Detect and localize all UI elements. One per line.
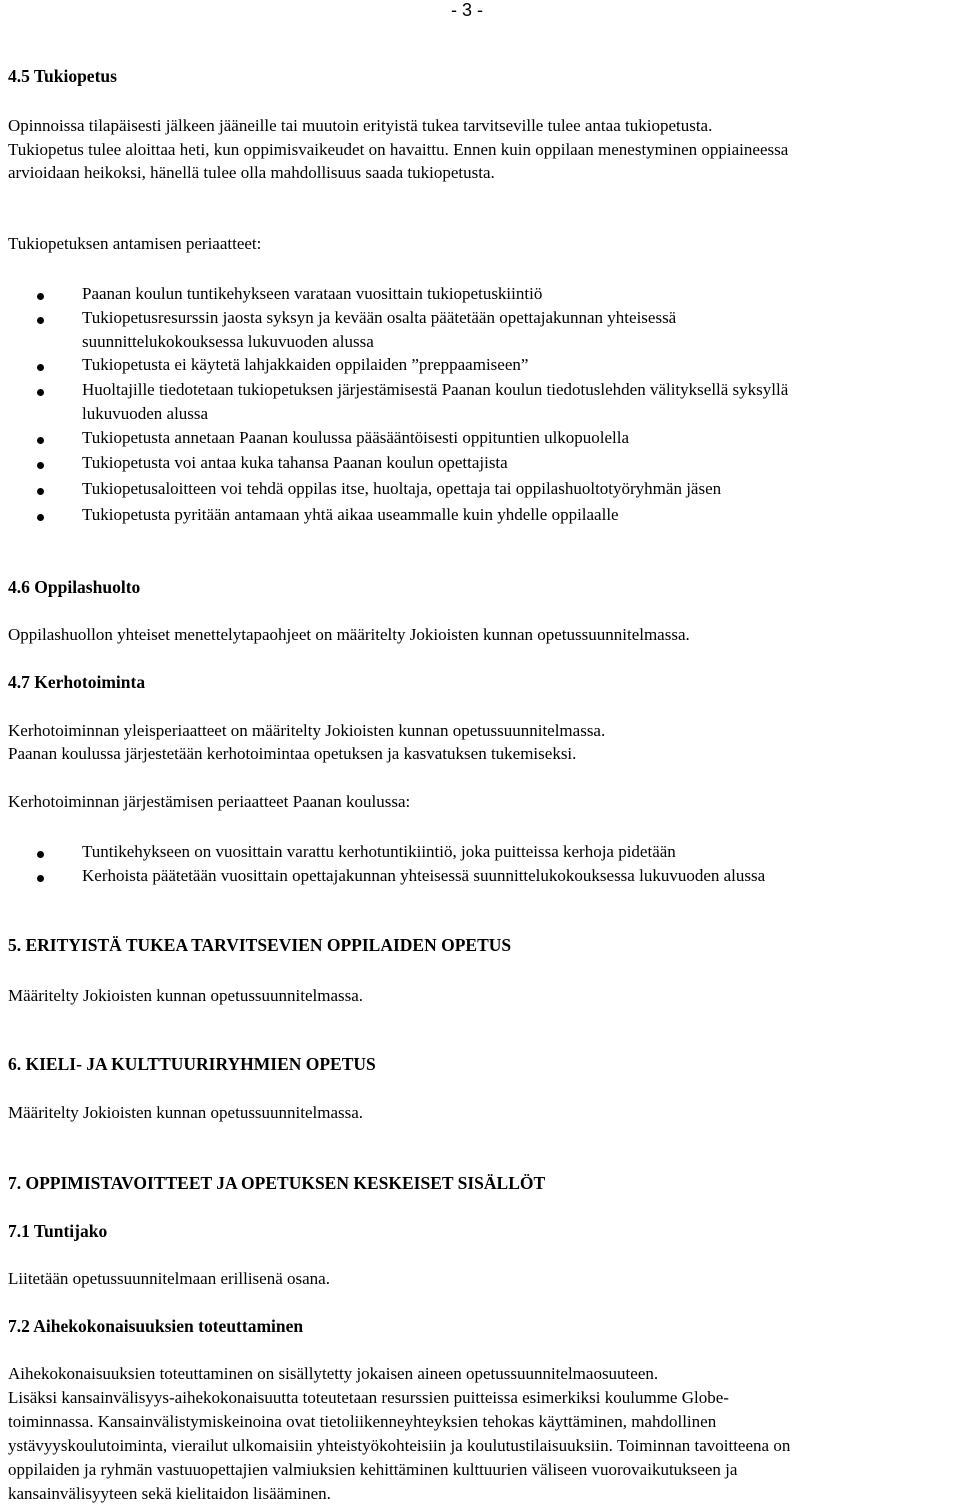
list-item: Tuntikehykseen on vuosittain varattu kerhotuntikiintiö, joka puitteissa kerhoja pidetään <box>82 842 676 861</box>
bullet-icon <box>37 462 44 469</box>
list-item: Kerhoista päätetään vuosittain opettajakunnan yhteisessä suunnittelukokouksessa lukuvuoden alussa <box>82 866 766 885</box>
list-item: Tukiopetusta ei käytetä lahjakkaiden oppilaiden ”preppaamiseen” <box>82 355 529 374</box>
paragraph-line: ystävyyskoulutoiminta, vierailut ulkomaisiin yhteistyökohteisiin ja koulutustilaisuuksiin. Toiminnan tavoitteena on <box>8 1436 791 1455</box>
paragraph-line: Opinnoissa tilapäisesti jälkeen jääneille tai muutoin erityistä tukea tarvitseville tulee antaa tukiopetusta. <box>8 116 713 135</box>
list-item: Huoltajille tiedotetaan tukiopetuksen järjestämisestä Paanan koulun tiedotuslehden välityksellä syksyllä <box>82 380 789 399</box>
paragraph-line: Tukiopetus tulee aloittaa heti, kun oppimisvaikeudet on havaittu. Ennen kuin oppilaan menestyminen oppiaineessa <box>8 140 789 159</box>
bullet-icon <box>37 293 44 300</box>
bullet-icon <box>37 364 44 371</box>
page-number: - 3 - <box>451 0 484 20</box>
principles-label: Kerhotoiminnan järjestämisen periaatteet Paanan koulussa: <box>8 792 411 811</box>
paragraph-line: Kerhotoiminnan yleisperiaatteet on määritelty Jokioisten kunnan opetussuunnitelmassa. <box>8 721 606 740</box>
list-item: Tukiopetusresurssin jaosta syksyn ja kevään osalta päätetään opettajakunnan yhteisessä <box>82 308 677 327</box>
paragraph-line: Aihekokonaisuuksien toteuttaminen on sisällytetty jokaisen aineen opetussuunnitelmaosuuteen. <box>8 1364 659 1383</box>
paragraph-line: Oppilashuollon yhteiset menettelytapaohjeet on määritelty Jokioisten kunnan opetussuunnitelmassa. <box>8 625 690 644</box>
heading-4-6: 4.6 Oppilashuolto <box>8 577 141 597</box>
paragraph-line: Määritelty Jokioisten kunnan opetussuunnitelmassa. <box>8 1103 364 1122</box>
list-item: Tukiopetusaloitteen voi tehdä oppilas itse, huoltaja, opettaja tai oppilashuoltotyöryhmän jäsen <box>82 479 722 498</box>
heading-6: 6. KIELI- JA KULTTUURIRYHMIEN OPETUS <box>8 1054 376 1074</box>
list-item: Paanan koulun tuntikehykseen varataan vuosittain tukiopetuskiintiö <box>82 284 543 303</box>
bullet-icon <box>37 437 44 444</box>
paragraph-line: Paanan koulussa järjestetään kerhotoimintaa opetuksen ja kasvatuksen tukemiseksi. <box>8 744 577 763</box>
paragraph-line: oppilaiden ja ryhmän vastuuopettajien valmiuksien kehittäminen kulttuurien väliseen vuorovaikutukseen ja <box>8 1460 738 1479</box>
list-item-continuation: suunnittelukokouksessa lukuvuoden alussa <box>82 332 374 351</box>
paragraph-line: Liitetään opetussuunnitelmaan erillisenä osana. <box>8 1269 330 1288</box>
paragraph-line: Lisäksi kansainvälisyys-aihekokonaisuutta toteutetaan resurssien puitteissa esimerkiksi koulumme Globe- <box>8 1388 729 1407</box>
list-item: Tukiopetusta pyritään antamaan yhtä aikaa useammalle kuin yhdelle oppilaalle <box>82 505 619 524</box>
bullet-icon <box>37 851 44 858</box>
heading-5: 5. ERITYISTÄ TUKEA TARVITSEVIEN OPPILAIDEN OPETUS <box>8 935 512 955</box>
principles-label: Tukiopetuksen antamisen periaatteet: <box>8 234 262 253</box>
bullet-icon <box>37 875 44 882</box>
bullet-icon <box>37 317 44 324</box>
heading-4-7: 4.7 Kerhotoiminta <box>8 672 146 692</box>
list-item: Tukiopetusta voi antaa kuka tahansa Paanan koulun opettajista <box>82 453 508 472</box>
paragraph-line: kansainvälisyyteen sekä kielitaidon lisääminen. <box>8 1484 331 1503</box>
paragraph-line: toiminnassa. Kansainvälistymiskeinoina ovat tietoliikenneyhteyksien tehokas käyttäminen, mahdollinen <box>8 1412 717 1431</box>
heading-7-1: 7.1 Tuntijako <box>8 1221 108 1241</box>
heading-7-2: 7.2 Aihekokonaisuuksien toteuttaminen <box>8 1316 304 1336</box>
list-item-continuation: lukuvuoden alussa <box>82 404 209 423</box>
bullet-icon <box>37 514 44 521</box>
paragraph-line: Määritelty Jokioisten kunnan opetussuunnitelmassa. <box>8 986 364 1005</box>
list-item: Tukiopetusta annetaan Paanan koulussa pääsääntöisesti oppituntien ulkopuolella <box>82 428 630 447</box>
heading-7: 7. OPPIMISTAVOITTEET JA OPETUKSEN KESKEISET SISÄLLÖT <box>8 1173 546 1193</box>
paragraph-line: arvioidaan heikoksi, hänellä tulee olla mahdollisuus saada tukiopetusta. <box>8 163 495 182</box>
bullet-icon <box>37 488 44 495</box>
heading-4-5: 4.5 Tukiopetus <box>8 66 117 86</box>
bullet-icon <box>37 389 44 396</box>
